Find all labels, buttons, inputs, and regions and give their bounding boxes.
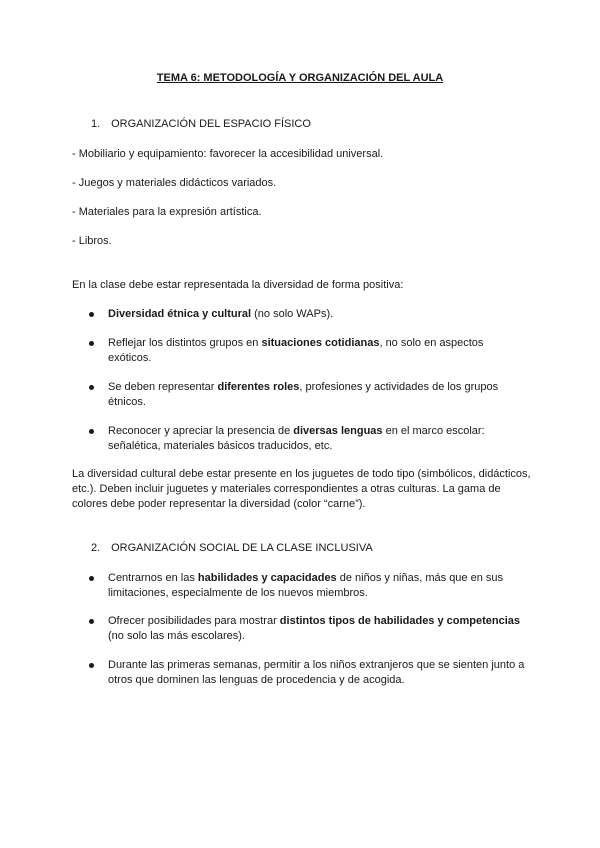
bullet-text: en el marco escolar: señalética, materiales básicos traducidos, etc.	[108, 425, 485, 452]
bullet-dot-icon	[89, 429, 94, 434]
bullet-dot-icon	[89, 341, 94, 346]
bullet-text: de niños y niñas, más que en sus limitaciones, especialmente de los nuevos miembros.	[108, 572, 504, 599]
bullet-bold-text: situaciones cotidianas	[261, 337, 380, 349]
section-2-number: 2.	[91, 542, 101, 554]
list-item: - Libros.	[72, 235, 112, 247]
bullet-bold-text: diversas lenguas	[293, 425, 383, 437]
list-item: - Mobiliario y equipamiento: favorecer la accesibilidad universal.	[72, 148, 384, 160]
bullet-bold-text: habilidades y capacidades	[197, 572, 337, 584]
bullet-dot-icon	[89, 385, 94, 390]
bullet-text: Reconocer y apreciar la presencia de	[108, 425, 294, 437]
section-1-heading	[91, 117, 311, 132]
bullet-bold-text: distintos tipos de habilidades y competencias	[279, 615, 521, 627]
list-item: - Juegos y materiales didácticos variados.	[72, 177, 277, 189]
intro-paragraph: En la clase debe estar representada la diversidad de forma positiva:	[72, 279, 404, 291]
bullet-text: Reflejar los distintos grupos en	[108, 337, 262, 349]
bullet-text: Centrarnos en las	[108, 572, 198, 584]
bullet-text: , profesiones y actividades de los grupos étnicos.	[108, 381, 499, 408]
section-2-heading	[91, 541, 373, 556]
bullet-dot-icon	[89, 576, 94, 581]
bullet-dot-icon	[89, 312, 94, 317]
bullet-bold-text: diferentes roles	[217, 381, 300, 393]
section-1-heading-text: ORGANIZACIÓN DEL ESPACIO FÍSICO	[111, 118, 311, 130]
section-2-heading-text: ORGANIZACIÓN SOCIAL DE LA CLASE INCLUSIVA	[111, 542, 373, 554]
bullet-dot-icon	[89, 619, 94, 624]
list-item: - Materiales para la expresión artística.	[72, 206, 262, 218]
bullet-text: Se deben representar	[108, 381, 218, 393]
bullet-dot-icon	[89, 663, 94, 668]
bullet-text: Ofrecer posibilidades para mostrar	[108, 615, 280, 627]
section-1-number: 1.	[91, 118, 101, 130]
bullet-bold-text: Diversidad étnica y cultural	[108, 308, 252, 320]
closing-paragraph: La diversidad cultural debe estar presente en los juguetes de todo tipo (simbólicos, didácticos, etc.). Deben incluir juguetes y materiales correspondientes a otras culturas. La gama de colores debe poder representar la diversidad (color “carne”).	[72, 468, 531, 510]
bullet-text: (no solo las más escolares).	[108, 630, 245, 642]
bullet-text: Durante las primeras semanas, permitir a los niños extranjeros que se sienten junto a otros que dominen las lenguas de procedencia y de acogida.	[108, 659, 525, 686]
document-title: TEMA 6: METODOLOGÍA Y ORGANIZACIÓN DEL AULA	[156, 72, 444, 84]
bullet-text: , no solo en aspectos exóticos.	[108, 337, 484, 364]
bullet-text: (no solo WAPs).	[251, 308, 334, 320]
